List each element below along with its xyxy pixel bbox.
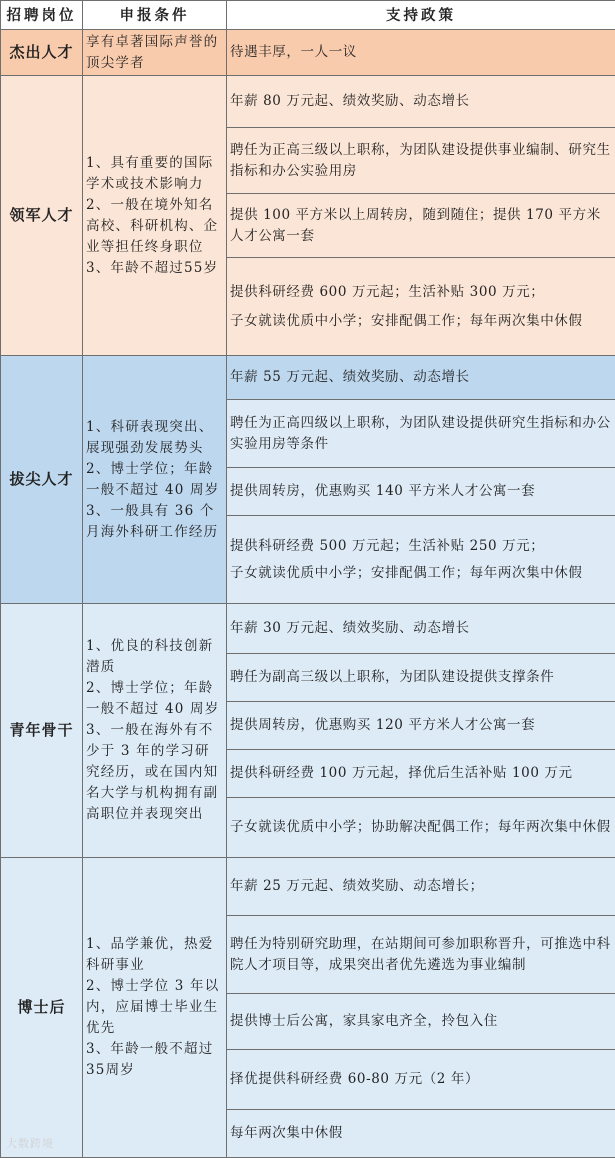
policy-line: 子女就读优质中小学；安排配偶工作；每年两次集中休假 <box>230 311 612 332</box>
position-young-backbone: 青年骨干 <box>1 604 83 858</box>
header-position: 招聘岗位 <box>1 1 83 30</box>
conditions-postdoc <box>83 858 227 1158</box>
position-postdoc: 博士后 <box>1 858 83 1158</box>
conditions-outstanding: 享有卓著国际声誉的顶尖学者 <box>83 30 227 76</box>
policy-line: 子女就读优质中小学；安排配偶工作；每年两次集中休假 <box>230 563 612 584</box>
policy-item <box>227 258 615 356</box>
policy-item: 子女就读优质中小学；协助解决配偶工作；每年两次集中休假 <box>227 798 615 858</box>
policy-item: 年薪 55 万元起、绩效奖励、动态增长 <box>227 356 615 400</box>
row-postdoc <box>1 858 615 916</box>
header-row <box>1 1 615 30</box>
row-top-talent <box>1 356 615 400</box>
condition-item: 2、一般在境外知名高校、科研机构、企业等担任终身职位 <box>86 195 223 258</box>
row-young-backbone <box>1 604 615 654</box>
condition-item: 3、一般具有 36 个月海外科研工作经历 <box>86 501 223 543</box>
position-outstanding: 杰出人才 <box>1 30 83 76</box>
policy-item <box>227 516 615 604</box>
condition-item: 1、具有重要的国际学术或技术影响力 <box>86 153 223 195</box>
policy-item: 每年两次集中休假 <box>227 1110 615 1158</box>
policy-item: 提供科研经费 100 万元起，择优后生活补贴 100 万元 <box>227 750 615 798</box>
conditions-leader <box>83 76 227 356</box>
condition-item: 1、优良的科技创新潜质 <box>86 636 223 678</box>
condition-item: 1、科研表现突出、展现强劲发展势头 <box>86 417 223 459</box>
header-conditions: 申报条件 <box>83 1 227 30</box>
policy-item: 择优提供科研经费 60-80 万元（2 年） <box>227 1050 615 1110</box>
policy-item: 聘任为副高三级以上职称，为团队建设提供支撑条件 <box>227 654 615 702</box>
policy-item: 提供周转房，优惠购买 120 平方米人才公寓一套 <box>227 702 615 750</box>
condition-item: 2、博士学位 3 年以内，应届博士毕业生优先 <box>86 976 223 1039</box>
policy-line: 提供科研经费 600 万元起；生活补贴 300 万元； <box>230 282 612 303</box>
position-top-talent: 拔尖人才 <box>1 356 83 604</box>
policy-item: 年薪 80 万元起、绩效奖励、动态增长 <box>227 76 615 128</box>
policy-item: 聘任为正高三级以上职称，为团队建设提供事业编制、研究生指标和办公实验用房 <box>227 128 615 194</box>
policy-item: 年薪 25 万元起、绩效奖励、动态增长； <box>227 858 615 916</box>
condition-item: 1、品学兼优，热爱科研事业 <box>86 934 223 976</box>
condition-item: 3、年龄不超过55岁 <box>86 258 223 279</box>
row-outstanding <box>1 30 615 76</box>
watermark: 大数跨境 <box>6 1135 54 1151</box>
policy-item: 聘任为正高四级以上职称，为团队建设提供研究生指标和办公实验用房等条件 <box>227 400 615 468</box>
conditions-young-backbone <box>83 604 227 858</box>
policy-item: 提供 100 平方米以上周转房，随到随住；提供 170 平方米人才公寓一套 <box>227 194 615 258</box>
policy-outstanding: 待遇丰厚，一人一议 <box>227 30 615 76</box>
policy-item: 提供博士后公寓，家具家电齐全，拎包入住 <box>227 994 615 1050</box>
conditions-top-talent <box>83 356 227 604</box>
row-leader <box>1 76 615 128</box>
policy-item: 年薪 30 万元起、绩效奖励、动态增长 <box>227 604 615 654</box>
condition-item: 3、一般在海外有不少于 3 年的学习研究经历，或在国内知名大学与机构拥有副高职位并表现突出 <box>86 720 223 825</box>
condition-item: 2、博士学位；年龄一般不超过 40 周岁 <box>86 459 223 501</box>
policy-line: 提供科研经费 500 万元起；生活补贴 250 万元； <box>230 536 612 557</box>
condition-item: 3、年龄一般不超过35周岁 <box>86 1039 223 1081</box>
policy-item: 聘任为特别研究助理，在站期间可参加职称晋升，可推选中科院人才项目等，成果突出者优先遴选为事业编制 <box>227 916 615 994</box>
condition-item: 2、博士学位；年龄一般不超过 40 周岁 <box>86 678 223 720</box>
policy-item: 提供周转房，优惠购买 140 平方米人才公寓一套 <box>227 468 615 516</box>
position-leader: 领军人才 <box>1 76 83 356</box>
header-policies: 支持政策 <box>227 1 615 30</box>
